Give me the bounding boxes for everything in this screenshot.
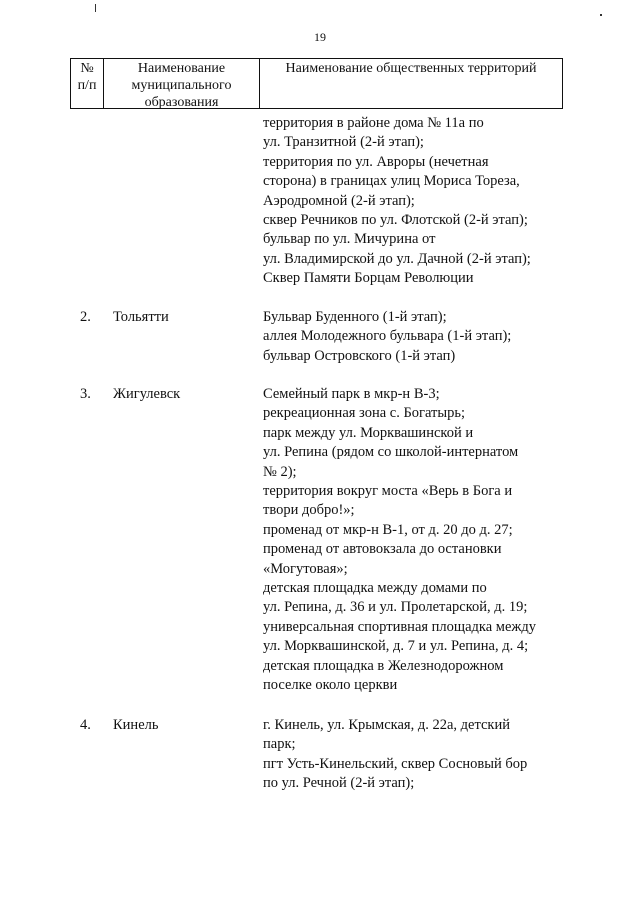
row-municipality: Тольятти <box>113 309 169 325</box>
row-territories: Семейный парк в мкр-н В-3; рекреационная зона с. Богатырь; парк между ул. Морквашинской и ул. Репина (рядом со школой-интернатом № 2); территория вокруг моста «Верь в Бога и твори добро!»; променад от мкр-н В-1, от д. 20 до д. 27; променад от автовокзала до остановки «Могутовая»; детская площадка между домами по ул. Репина, д. 36 и ул. Пролетарской, д. 19; универсальная спортивная площадка между ул. Морквашинской, д. 7 и ул. Репина, д. 4; детская площадка в Железнодорожном поселке около церкви <box>263 386 537 694</box>
row-number: 4. <box>80 717 91 733</box>
row-territories: г. Кинель, ул. Крымская, д. 22а, детский парк; пгт Усть-Кинельский, сквер Сосновый бор по ул. Речной (2-й этап); <box>263 717 528 792</box>
header-col-number: № п/п <box>71 59 104 108</box>
row-municipality: Жигулевск <box>113 386 181 402</box>
row-number: 2. <box>80 309 91 325</box>
row-municipality: Кинель <box>113 717 159 733</box>
row-territories: территория в районе дома № 11а по ул. Транзитной (2-й этап); территория по ул. Авроры (нечетная сторона) в границах улиц Мориса Тореза, Аэродромной (2-й этап); сквер Речников по ул. Флотской (2-й этап); бульвар по ул. Мичурина от ул. Владимирской до ул. Дачной (2-й этап); Сквер Памяти Борцам Революции <box>263 115 531 287</box>
row-number: 3. <box>80 386 91 402</box>
header-col-territories: Наименование общественных территорий <box>285 61 537 76</box>
scan-artifact-top-left <box>95 4 96 12</box>
page-number: 19 <box>314 30 326 44</box>
header-col-municipality: Наименование муниципального образования <box>104 59 260 108</box>
scan-artifact-top-right <box>600 14 602 16</box>
row-territories: Бульвар Буденного (1-й этап); аллея Молодежного бульвара (1-й этап); бульвар Островского (1-й этап) <box>263 309 512 364</box>
table-header <box>70 58 563 109</box>
